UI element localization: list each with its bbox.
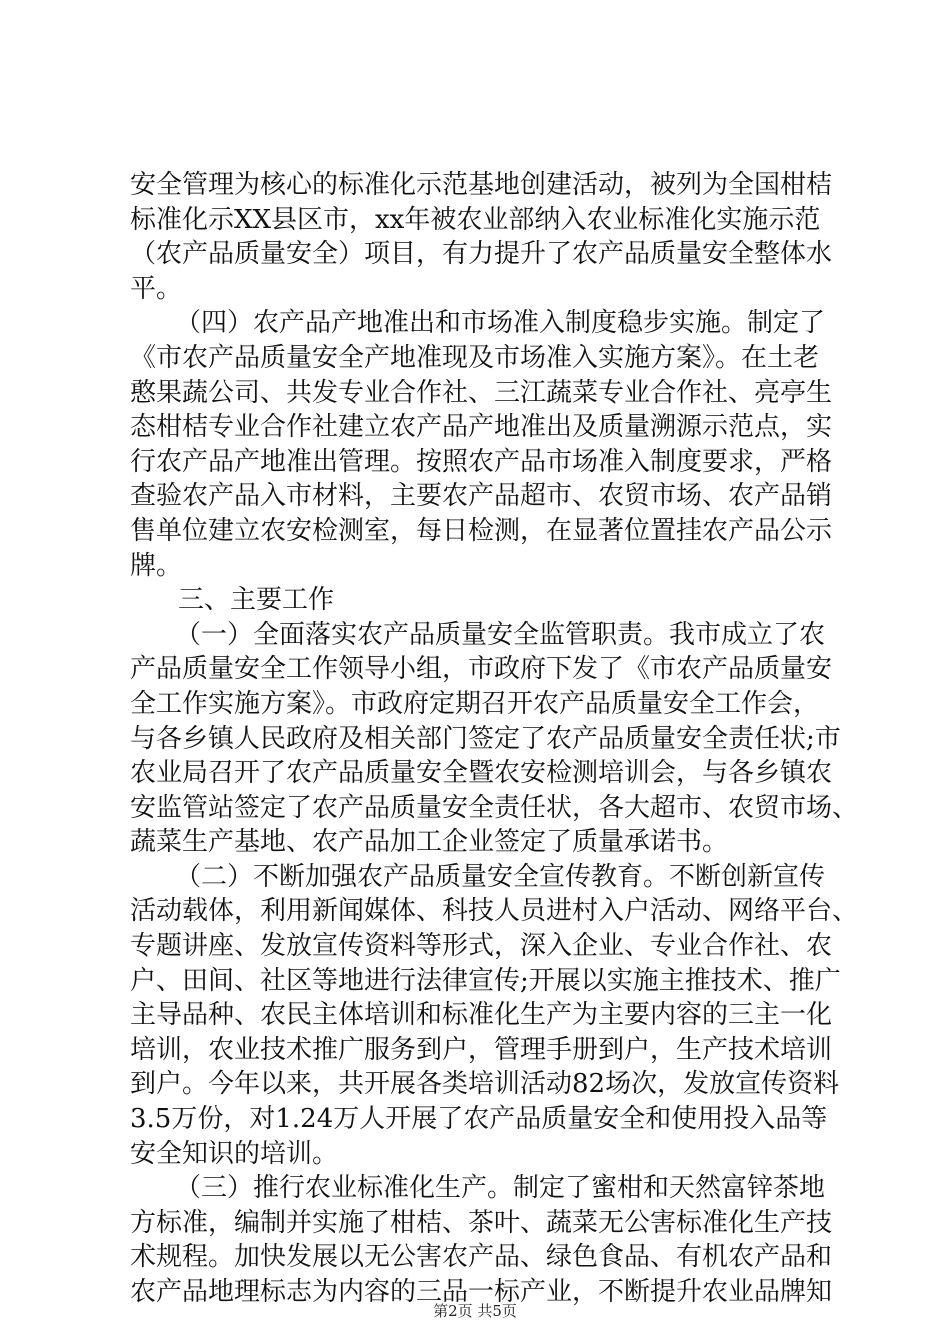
text-line: （农产品质量安全）项目，有力提升了农产品质量安全整体水 <box>130 239 833 270</box>
text-line: 态柑桔专业合作社建立农产品产地准出及质量溯源示范点，实 <box>130 412 833 443</box>
text-line: 憨果蔬公司、共发专业合作社、三江蔬菜专业合作社、亮亭生 <box>130 377 833 408</box>
page-footer <box>0 1300 950 1321</box>
text-line: 活动载体，利用新闻媒体、科技人员进村入户活动、网络平台、 <box>130 896 859 927</box>
text-line: 3.5万份，对1.24万人开展了农产品质量安全和使用投入品等 <box>130 1104 828 1135</box>
text-line: 查验农产品入市材料，主要农产品超市、农贸市场、农产品销 <box>130 481 833 512</box>
text-line: 培训，农业技术推广服务到户，管理手册到户，生产技术培训 <box>130 1034 833 1065</box>
page-number-label: 第2页 共5页 <box>433 1302 517 1320</box>
section-heading: 三、主要工作 <box>178 585 335 616</box>
text-line: 安全知识的培训。 <box>130 1138 339 1169</box>
body-text <box>130 168 859 1310</box>
paragraph-start-line: （一）全面落实农产品质量安全监管职责。我市成立了农 <box>175 619 826 650</box>
text-line: 全工作实施方案》。市政府定期召开农产品质量安全工作会， <box>130 688 820 719</box>
text-line: 户、田间、社区等地进行法律宣传;开展以实施主推技术、推广 <box>130 965 841 996</box>
text-line: 安监管站签定了农产品质量安全责任状，各大超市、农贸市场、 <box>130 792 859 823</box>
paragraph-start-line: （四）农产品产地准出和市场准入制度稳步实施。制定了 <box>175 308 826 339</box>
text-line: 主导品种、农民主体培训和标准化生产为主要内容的三主一化 <box>130 1000 833 1031</box>
text-line: 蔬菜生产基地、农产品加工企业签定了质量承诺书。 <box>130 827 729 858</box>
text-line: 农业局召开了农产品质量安全暨农安检测培训会，与各乡镇农 <box>130 758 833 789</box>
text-line: 与各乡镇人民政府及相关部门签定了农产品质量安全责任状;市 <box>130 723 841 754</box>
text-line: 农产品地理标志为内容的三品一标产业，不断提升农业品牌知 <box>130 1277 833 1307</box>
text-line: 产品质量安全工作领导小组，市政府下发了《市农产品质量安 <box>130 654 833 685</box>
text-line: 术规程。加快发展以无公害农产品、绿色食品、有机农产品和 <box>130 1242 833 1273</box>
text-line: 售单位建立农安检测室，每日检测，在显著位置挂农产品公示 <box>130 515 833 546</box>
text-line: 《市农产品质量安全产地准现及市场准入实施方案》。在土老 <box>130 342 820 373</box>
paragraph-start-line: （三）推行农业标准化生产。制定了蜜柑和天然富锌茶地 <box>175 1173 826 1204</box>
text-line: 方标准，编制并实施了柑桔、茶叶、蔬菜无公害标准化生产技 <box>130 1207 833 1238</box>
text-line: 到户。今年以来，共开展各类培训活动82场次，发放宣传资料 <box>130 1069 840 1100</box>
text-line: 牌。 <box>130 550 183 581</box>
text-line: 专题讲座、发放宣传资料等形式，深入企业、专业合作社、农 <box>130 931 833 962</box>
text-line: 平。 <box>130 273 183 304</box>
paragraph-start-line: （二）不断加强农产品质量安全宣传教育。不断创新宣传 <box>175 861 826 892</box>
text-line: 标准化示XX县区市，xx年被农业部纳入农业标准化实施示范 <box>130 204 821 235</box>
text-line: 行农产品产地准出管理。按照农产品市场准入制度要求，严格 <box>130 446 833 477</box>
text-line: 安全管理为核心的标准化示范基地创建活动，被列为全国柑桔 <box>130 170 833 200</box>
